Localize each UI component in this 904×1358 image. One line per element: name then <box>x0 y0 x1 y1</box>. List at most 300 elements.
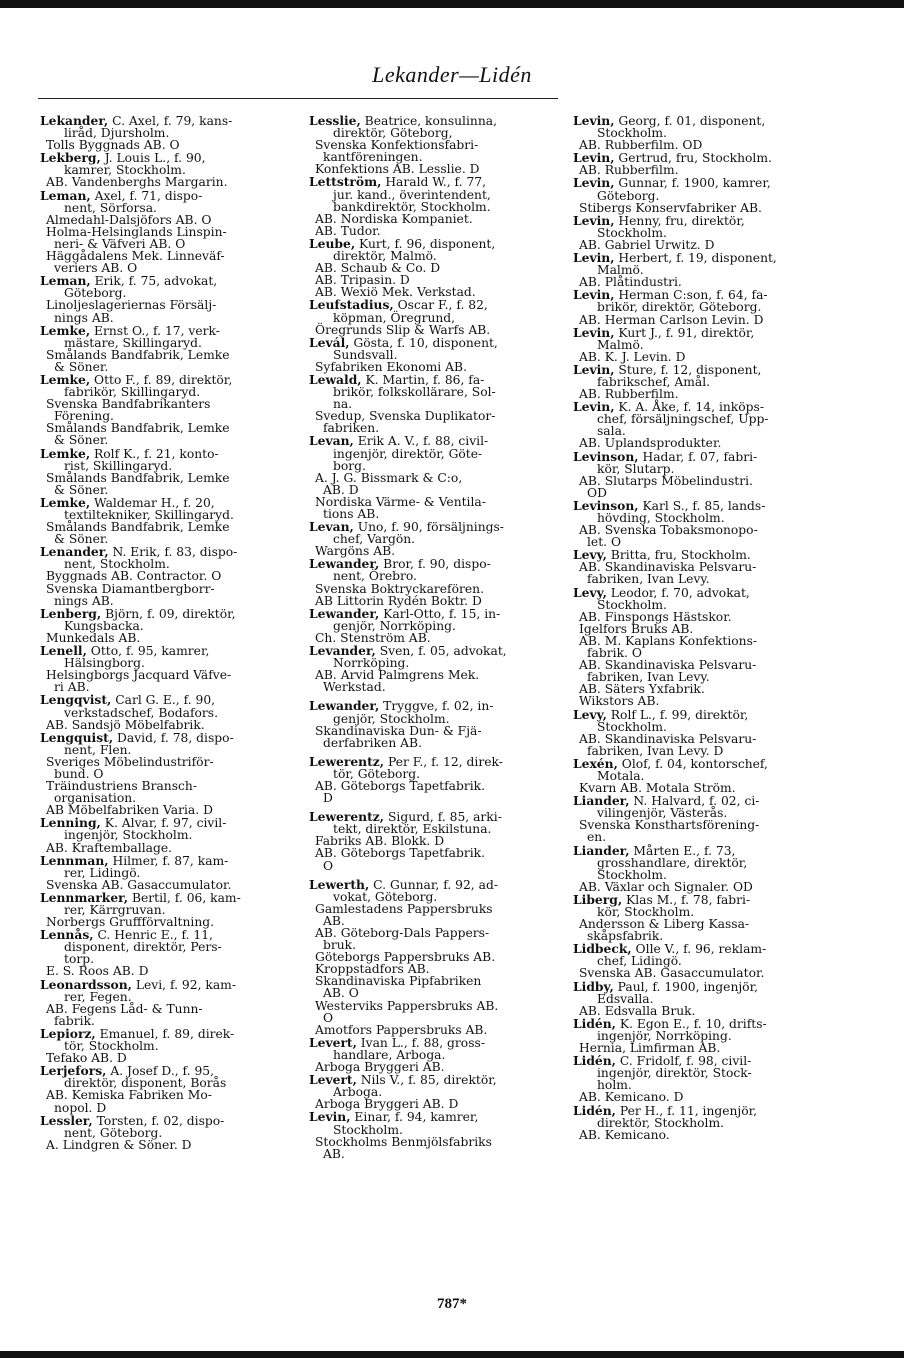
entry-text: Stockholm. <box>597 225 667 240</box>
entry-surname: Levin, <box>573 150 615 166</box>
directory-entry <box>573 401 825 449</box>
directory-entry <box>309 558 561 606</box>
entry-text: AB. Växlar och Signaler. OD <box>579 879 753 894</box>
entry-surname: Lennman, <box>40 852 109 868</box>
entry-surname: Lenander, <box>40 544 109 560</box>
directory-entry <box>573 943 825 979</box>
entry-text: nings AB. <box>54 593 114 608</box>
entry-text: Beatrice, konsulinna, <box>360 114 498 128</box>
entry-text: K. Martin, f. 86, fa- <box>361 372 485 387</box>
entry-text: Linoljeslageriernas Försälj- <box>46 298 217 313</box>
entry-text: Kroppstadfors AB. <box>315 962 430 977</box>
entry-surname: Lexén, <box>573 755 618 771</box>
entry-text: vilingenjör, Västerås. <box>597 806 728 821</box>
page-number: 787* <box>437 1296 467 1312</box>
entry-surname: Levy, <box>573 547 607 563</box>
entry-text: Levi, f. 92, kam- <box>131 977 236 992</box>
entry-text: Norbergs Gruffförvaltning. <box>46 915 215 930</box>
entry-text: let. O <box>587 535 622 550</box>
entry-text: Öregrunds Slip & Warfs AB. <box>315 322 491 337</box>
entry-text: AB. <box>323 1146 345 1161</box>
entry-text: Gösta, f. 10, disponent, <box>349 335 498 350</box>
entry-text: Mårten E., f. 73, <box>629 843 736 858</box>
directory-entry <box>309 700 561 748</box>
entry-surname: Levinson, <box>573 448 639 464</box>
entry-text: AB. Svenska Tobaksmonopo- <box>579 523 758 538</box>
entry-company-line <box>309 737 561 749</box>
entry-text: direktör, Göteborg, <box>333 126 453 141</box>
entry-surname: Lewerentz, <box>309 753 385 769</box>
entry-surname: Leman, <box>40 187 91 203</box>
entry-text: Gunnar, f. 1900, kamrer, <box>614 176 771 191</box>
entry-surname: Levy, <box>573 584 607 600</box>
entry-text: Wikstors AB. <box>579 694 660 709</box>
entry-surname: Leonardsson, <box>40 976 132 992</box>
entry-text: Carl G. E., f. 90, <box>111 693 216 708</box>
entry-text: & Söner. <box>54 532 109 547</box>
entry-text: AB. Kemicano. D <box>579 1090 684 1105</box>
entry-text: textiltekniker, Skillingaryd. <box>64 508 234 522</box>
directory-entry <box>309 645 561 693</box>
entry-text: kantföreningen. <box>323 150 423 165</box>
entry-company-line <box>309 903 561 915</box>
entry-text: Gamlestadens Pappersbruks <box>315 901 493 916</box>
entry-text: Karl S., f. 85, lands- <box>638 498 766 513</box>
entry-text: AB. M. Kaplans Konfektions- <box>579 633 758 648</box>
directory-entry <box>573 891 825 944</box>
entry-text: Ivan L., f. 88, gross- <box>356 1035 485 1050</box>
directory-entry <box>573 252 825 288</box>
directory-entry <box>40 889 292 930</box>
directory-entry <box>573 324 825 364</box>
entry-text: nent, Flen. <box>64 742 132 757</box>
entry-text: handlare, Arboga. <box>333 1047 446 1062</box>
entry-text: AB. Vandenberghs Margarin. <box>46 175 228 190</box>
entry-text: Hernia, Limfirman AB. <box>579 1041 721 1056</box>
directory-entry <box>40 645 292 693</box>
entry-text: Björn, f. 09, direktör, <box>101 606 236 621</box>
entry-text: Fabriks AB. Blokk. D <box>315 834 445 849</box>
entry-text: AB. Rubberfilm. <box>579 387 679 402</box>
directory-entry <box>40 371 292 448</box>
top-border <box>0 0 904 8</box>
entry-surname: Lettström, <box>309 174 382 190</box>
entry-text: A. J. G. Bissmark & C:o, <box>315 470 463 485</box>
entry-text: Herbert, f. 19, disponent, <box>614 251 777 266</box>
entry-surname: Levander, <box>309 643 376 659</box>
entry-text: Stockholm. <box>597 867 667 882</box>
entry-text: verkstadschef, Bodafors. <box>64 705 219 720</box>
entry-text: ingenjör, Stockholm. <box>64 828 193 843</box>
entry-text: Gertrud, fru, Stockholm. <box>614 151 772 166</box>
entry-text: genjör, Stockholm. <box>333 711 450 726</box>
entry-text: ingenjör, direktör, Göte- <box>333 446 483 461</box>
entry-company-line <box>573 1129 825 1141</box>
entry-text: nent, Örebro. <box>333 569 417 584</box>
directory-entry <box>573 842 825 894</box>
entry-text: AB. Plåtindustri. <box>579 275 682 290</box>
entry-text: tör, Stockholm. <box>64 1039 159 1054</box>
entry-surname: Lemke, <box>40 371 91 387</box>
entry-text: K. Egon E., f. 10, drifts- <box>615 1016 767 1031</box>
entry-text: AB. Nordiska Kompaniet. <box>315 211 473 226</box>
directory-entry <box>573 978 825 1018</box>
entry-text: Malmö. <box>597 337 644 352</box>
page-title: Lekander—Lidén <box>372 62 532 87</box>
entry-surname: Lewald, <box>309 371 362 387</box>
entry-surname: Levin, <box>573 113 615 128</box>
entry-text: AB. Slutarps Möbelindustri. <box>579 473 753 488</box>
entry-surname: Levin, <box>573 250 615 266</box>
entry-text: D <box>323 791 333 806</box>
entry-text: fabrik. O <box>587 646 642 661</box>
entry-text: rer, Fegen. <box>64 989 132 1004</box>
entry-text: rist, Skillingaryd. <box>64 458 173 473</box>
column-3 <box>573 115 825 1142</box>
header-rule <box>38 98 558 99</box>
entry-text: Stibergs Konservfabriker AB. <box>579 200 762 215</box>
entry-text: Stockholms Benmjölsfabriks <box>315 1134 492 1149</box>
entry-text: kör, Slutarp. <box>597 461 675 476</box>
entry-text: Sture, f. 12, disponent, <box>614 362 762 377</box>
entry-text: A. Lindgren & Söner. D <box>46 1137 192 1152</box>
entry-text: Ch. Stenström AB. <box>315 630 431 645</box>
entry-text: kör, Stockholm. <box>597 905 695 919</box>
entry-company-line <box>309 1000 561 1012</box>
entry-text: Uno, f. 90, försäljnings- <box>353 520 504 535</box>
entry-text: AB. Tudor. <box>315 223 381 238</box>
directory-entry <box>573 152 825 176</box>
entry-text: Kurt, f. 96, disponent, <box>355 236 496 251</box>
entry-company-line <box>573 695 825 707</box>
entry-surname: Leufstadius, <box>309 297 394 313</box>
entry-text: Hilmer, f. 87, kam- <box>108 853 229 868</box>
entry-text: Arboga Bryggeri AB. D <box>315 1097 459 1112</box>
directory-entry <box>309 115 561 175</box>
directory-entry <box>309 521 561 557</box>
entry-surname: Levin, <box>573 324 615 340</box>
entry-text: AB. Göteborgs Tapetfabrik. <box>315 846 486 861</box>
entry-text: AB. Herman Carlson Levin. D <box>579 312 764 327</box>
entry-text: Stockholm. <box>597 597 667 612</box>
entry-surname: Levin, <box>309 1109 351 1125</box>
entry-text: derfabriken AB. <box>323 735 422 750</box>
column-1 <box>40 115 292 1152</box>
directory-entry <box>40 1065 292 1113</box>
entry-text: Tefako AB. D <box>46 1051 127 1066</box>
entry-text: Werkstad. <box>323 680 386 695</box>
entry-text: Einar, f. 94, kamrer, <box>350 1110 479 1125</box>
entry-text: Byggnads AB. Contractor. O <box>46 569 222 584</box>
entry-text: Sveriges Möbelindustriför- <box>46 754 214 769</box>
entry-text: Sundsvall. <box>333 347 398 362</box>
entry-text: bund. O <box>54 766 104 781</box>
entry-text: AB. Skandinaviska Pelsvaru- <box>579 658 757 673</box>
entry-surname: Liander, <box>573 793 630 809</box>
entry-text: nings AB. <box>54 310 114 325</box>
entry-text: fabrik. <box>54 1013 95 1028</box>
entry-surname: Lennås, <box>40 927 94 943</box>
entry-text: AB. <box>323 913 345 928</box>
entry-text: Hälsingborg. <box>64 656 145 671</box>
directory-entry <box>309 435 561 520</box>
entry-text: O <box>323 1010 334 1025</box>
entry-text: Leodor, f. 70, advokat, <box>606 585 750 600</box>
entry-text: Oscar F., f. 82, <box>393 298 488 313</box>
entry-text: AB. Arvid Palmgrens Mek. <box>315 668 480 683</box>
entry-text: Axel, f. 71, dispo- <box>90 188 203 203</box>
entry-text: AB. Tripasin. D <box>315 273 410 288</box>
entry-surname: Lewerentz, <box>309 809 385 825</box>
entry-text: vokat, Göteborg. <box>333 889 438 904</box>
entry-surname: Liander, <box>573 842 630 858</box>
entry-text: Waldemar H., f. 20, <box>90 495 215 510</box>
directory-entry <box>40 729 292 818</box>
entry-text: Sven, f. 05, advokat, <box>375 644 507 659</box>
entry-text: kamrer, Stockholm. <box>64 163 186 178</box>
entry-text: Edsvalla. <box>597 991 654 1006</box>
entry-text: C. Fridolf, f. 98, civil- <box>615 1054 752 1069</box>
entry-text: fabriken, Ivan Levy. <box>587 670 710 685</box>
entry-text: AB. Uplandsprodukter. <box>579 436 722 451</box>
entry-text: AB Littorin Rydén Boktr. D <box>315 593 482 608</box>
entry-text: Rolf L., f. 99, direktör, <box>606 707 749 722</box>
entry-text: Stockholm. <box>597 719 667 734</box>
entry-text: fabriken. <box>323 421 380 436</box>
directory-entry <box>309 605 561 645</box>
entry-text: Göteborg. <box>597 188 660 203</box>
entry-text: Stockholm. <box>597 126 667 141</box>
directory-entry <box>40 115 292 151</box>
entry-text: J. Louis L., f. 90, <box>100 151 206 166</box>
entry-text: Rolf K., f. 21, konto- <box>90 446 219 461</box>
entry-text: Henny, fru, direktör, <box>614 213 745 228</box>
entry-surname: Leman, <box>40 273 91 289</box>
entry-text: C. Henric E., f. 11, <box>93 928 213 943</box>
entry-surname: Lewander, <box>309 698 380 714</box>
directory-entry <box>573 706 825 758</box>
directory-entry <box>309 235 561 300</box>
entry-surname: Liberg, <box>573 891 623 907</box>
entry-text: Arboga. <box>333 1085 383 1100</box>
entry-text: Svenska Diamantbergborr- <box>46 581 215 596</box>
entry-text: AB. Skandinaviska Pelsvaru- <box>579 560 757 575</box>
directory-entry <box>309 1074 561 1110</box>
directory-entry <box>40 494 292 547</box>
entry-text: ingenjör, Norrköping. <box>597 1028 732 1043</box>
entry-text: AB. Fegens Låd- & Tunn- <box>46 1001 203 1016</box>
entry-text: tör, Göteborg. <box>333 766 421 781</box>
entry-text: Skandinaviska Dun- & Fjä- <box>315 723 482 738</box>
entry-surname: Levan, <box>309 519 354 535</box>
directory-entry <box>40 694 292 730</box>
entry-text: K. Alvar, f. 97, civil- <box>100 816 227 831</box>
entry-surname: Lidén, <box>573 1102 616 1118</box>
directory-entry <box>40 152 292 188</box>
entry-surname: Levinson, <box>573 497 639 513</box>
entry-text: & Söner. <box>54 433 109 448</box>
entry-text: Kungsbacka. <box>64 618 144 633</box>
entry-surname: Lengquist, <box>40 729 114 745</box>
entry-text: Per F., f. 12, direk- <box>384 754 503 769</box>
directory-entry <box>309 1034 561 1075</box>
directory-entry <box>40 852 292 892</box>
directory-entry <box>573 549 825 585</box>
entry-text: Karl-Otto, f. 15, in- <box>379 606 501 621</box>
entry-surname: Lemke, <box>40 494 91 510</box>
entry-text: liråd, Djursholm. <box>64 126 170 141</box>
entry-text: chef, försäljningschef, Upp- <box>597 412 769 427</box>
entry-text: Erik, f. 75, advokat, <box>90 274 218 289</box>
entry-text: AB. Sandsjö Möbelfabrik. <box>46 717 205 732</box>
entry-text: jur. kand., överintendent, <box>333 187 491 202</box>
entry-text: K. A. Åke, f. 14, inköps- <box>614 400 764 415</box>
entry-surname: Levy, <box>573 706 607 722</box>
entry-company-line <box>573 536 825 548</box>
entry-surname: Lepiorz, <box>40 1025 96 1041</box>
entry-surname: Lidén, <box>573 1015 616 1031</box>
directory-entry <box>309 176 561 236</box>
entry-text: Olle V., f. 96, reklam- <box>631 942 767 957</box>
entry-text: fabrikschef, Amål. <box>597 374 711 389</box>
entry-text: Wargöns AB. <box>315 544 396 559</box>
directory-entry <box>573 1102 825 1142</box>
entry-company-line <box>309 1148 561 1160</box>
entry-text: C. Gunnar, f. 92, ad- <box>369 877 498 892</box>
entry-text: Malmö. <box>597 263 644 278</box>
entry-text: Norrköping. <box>333 656 410 671</box>
entry-text: AB. K. J. Levin. D <box>579 349 686 364</box>
entry-surname: Lemke, <box>40 322 91 338</box>
entry-text: N. Erik, f. 83, dispo- <box>108 545 238 560</box>
entry-text: AB. Rubberfilm. <box>579 163 679 178</box>
entry-text: Per H., f. 11, ingenjör, <box>615 1103 758 1118</box>
entry-surname: Leube, <box>309 235 356 251</box>
entry-surname: Lewander, <box>309 556 380 572</box>
directory-entry <box>309 299 561 335</box>
directory-entry <box>40 605 292 645</box>
entry-text: Holma-Helsinglands Linspin- <box>46 224 227 239</box>
entry-text: borg. <box>333 458 366 473</box>
entry-text: Olof, f. 04, kontorschef, <box>617 756 768 771</box>
entry-text: Otto F., f. 89, direktör, <box>90 372 233 387</box>
entry-surname: Lennmarker, <box>40 889 129 905</box>
entry-text: skåpsfabrik. <box>587 929 664 944</box>
entry-text: N. Halvard, f. 02, ci- <box>629 794 760 809</box>
directory-entry <box>573 212 825 252</box>
entry-text: direktör, Malmö. <box>333 249 437 264</box>
entry-text: Nordiska Värme- & Ventila- <box>315 494 486 509</box>
entry-surname: Lessler, <box>40 1112 93 1128</box>
column-2 <box>309 115 561 1161</box>
entry-text: Igelfors Bruks AB. <box>579 621 694 636</box>
entry-text: organisation. <box>54 791 137 806</box>
entry-text: Bertil, f. 06, kam- <box>128 890 241 905</box>
entry-text: grosshandlare, direktör, <box>597 855 748 870</box>
entry-surname: Levál, <box>309 334 350 350</box>
entry-surname: Lidbeck, <box>573 941 632 957</box>
entry-text: tekt, direktör, Eskilstuna. <box>333 822 492 837</box>
directory-entry <box>573 115 825 151</box>
entry-text: AB. Gabriel Urwitz. D <box>579 237 715 252</box>
entry-text: Kvarn AB. Motala Ström. <box>579 781 736 796</box>
entry-text: Helsingborgs Jacquard Väfve- <box>46 668 232 683</box>
directory-entry <box>573 1055 825 1103</box>
entry-text: Svenska Boktryckarefören. <box>315 581 484 596</box>
entry-text: Tryggve, f. 02, in- <box>379 699 494 714</box>
entry-text: AB. Kemiska Fabriken Mo- <box>46 1088 212 1103</box>
entry-text: AB. Kraftemballage. <box>46 840 173 855</box>
entry-company-line <box>309 681 561 693</box>
entry-text: AB. Säters Yxfabrik. <box>579 682 705 697</box>
entry-text: Westerviks Pappersbruks AB. <box>315 998 499 1013</box>
entry-text: AB. D <box>323 482 359 497</box>
entry-text: Amotfors Pappersbruks AB. <box>315 1022 488 1037</box>
entry-text: Sigurd, f. 85, arki- <box>384 810 502 825</box>
directory-entry <box>40 322 292 374</box>
entry-text: Nils V., f. 85, direktör, <box>356 1073 497 1088</box>
entry-text: nent, Sörforsa. <box>64 200 157 215</box>
directory-entry <box>573 289 825 325</box>
entry-text: Tolls Byggnads AB. O <box>46 138 180 153</box>
entry-text: AB. Skandinaviska Pelsvaru- <box>579 731 757 746</box>
entry-text: Stockholm. <box>333 1122 403 1137</box>
entry-text: AB. Kemicano. <box>579 1127 670 1142</box>
directory-entry <box>309 1111 561 1159</box>
entry-text: Britta, fru, Stockholm. <box>606 548 751 563</box>
entry-text: neri- & Väfveri AB. O <box>54 236 186 251</box>
entry-text: AB. Göteborgs Tapetfabrik. <box>315 778 486 793</box>
entry-text: genjör, Norrköping. <box>333 618 456 633</box>
entry-surname: Levin, <box>573 212 615 228</box>
entry-text: bankdirektör, Stockholm. <box>333 199 491 214</box>
entry-surname: Levin, <box>573 175 615 191</box>
directory-entry <box>40 187 292 276</box>
entry-surname: Levert, <box>309 1072 357 1088</box>
entry-text: AB. Wexiö Mek. Verkstad. <box>315 285 476 300</box>
entry-text: direktör, Stockholm. <box>597 1115 725 1130</box>
entry-text: Hadar, f. 07, fabri- <box>638 449 758 464</box>
entry-surname: Lesslie, <box>309 113 361 128</box>
entry-text: Andersson & Liberg Kassa- <box>579 917 750 932</box>
entry-company-line <box>309 847 561 859</box>
entry-text: Arboga Bryggeri AB. <box>315 1060 445 1075</box>
entry-text: rer, Kärrgruvan. <box>64 903 166 917</box>
entry-text: OD <box>587 485 607 500</box>
entry-text: Georg, f. 01, disponent, <box>614 114 766 128</box>
entry-company-line <box>573 819 825 831</box>
entry-text: direktör, disponent, Borås <box>64 1076 227 1091</box>
entry-text: disponent, direktör, Pers- <box>64 940 222 955</box>
directory-entry <box>573 1015 825 1056</box>
entry-text: sala. <box>597 424 626 439</box>
entry-text: veriers AB. O <box>54 261 138 276</box>
entry-surname: Lidby, <box>573 978 614 994</box>
entry-surname: Lidén, <box>573 1053 616 1069</box>
entry-company-line <box>309 1136 561 1148</box>
entry-text: Konfektions AB. Lesslie. D <box>315 162 480 177</box>
entry-text: Svenska Konfektionsfabri- <box>315 138 479 153</box>
entry-surname: Lemke, <box>40 445 91 461</box>
directory-entry <box>309 753 561 806</box>
directory-entry <box>40 929 292 977</box>
entry-text: köpman, Öregrund, <box>333 310 456 325</box>
entry-text: nent, Göteborg. <box>64 1125 163 1140</box>
entry-surname: Lekberg, <box>40 150 101 166</box>
entry-text: Syfabriken Ekonomi AB. <box>315 359 467 374</box>
entry-text: en. <box>587 830 607 845</box>
entry-text: Paul, f. 1900, ingenjör, <box>613 979 759 994</box>
